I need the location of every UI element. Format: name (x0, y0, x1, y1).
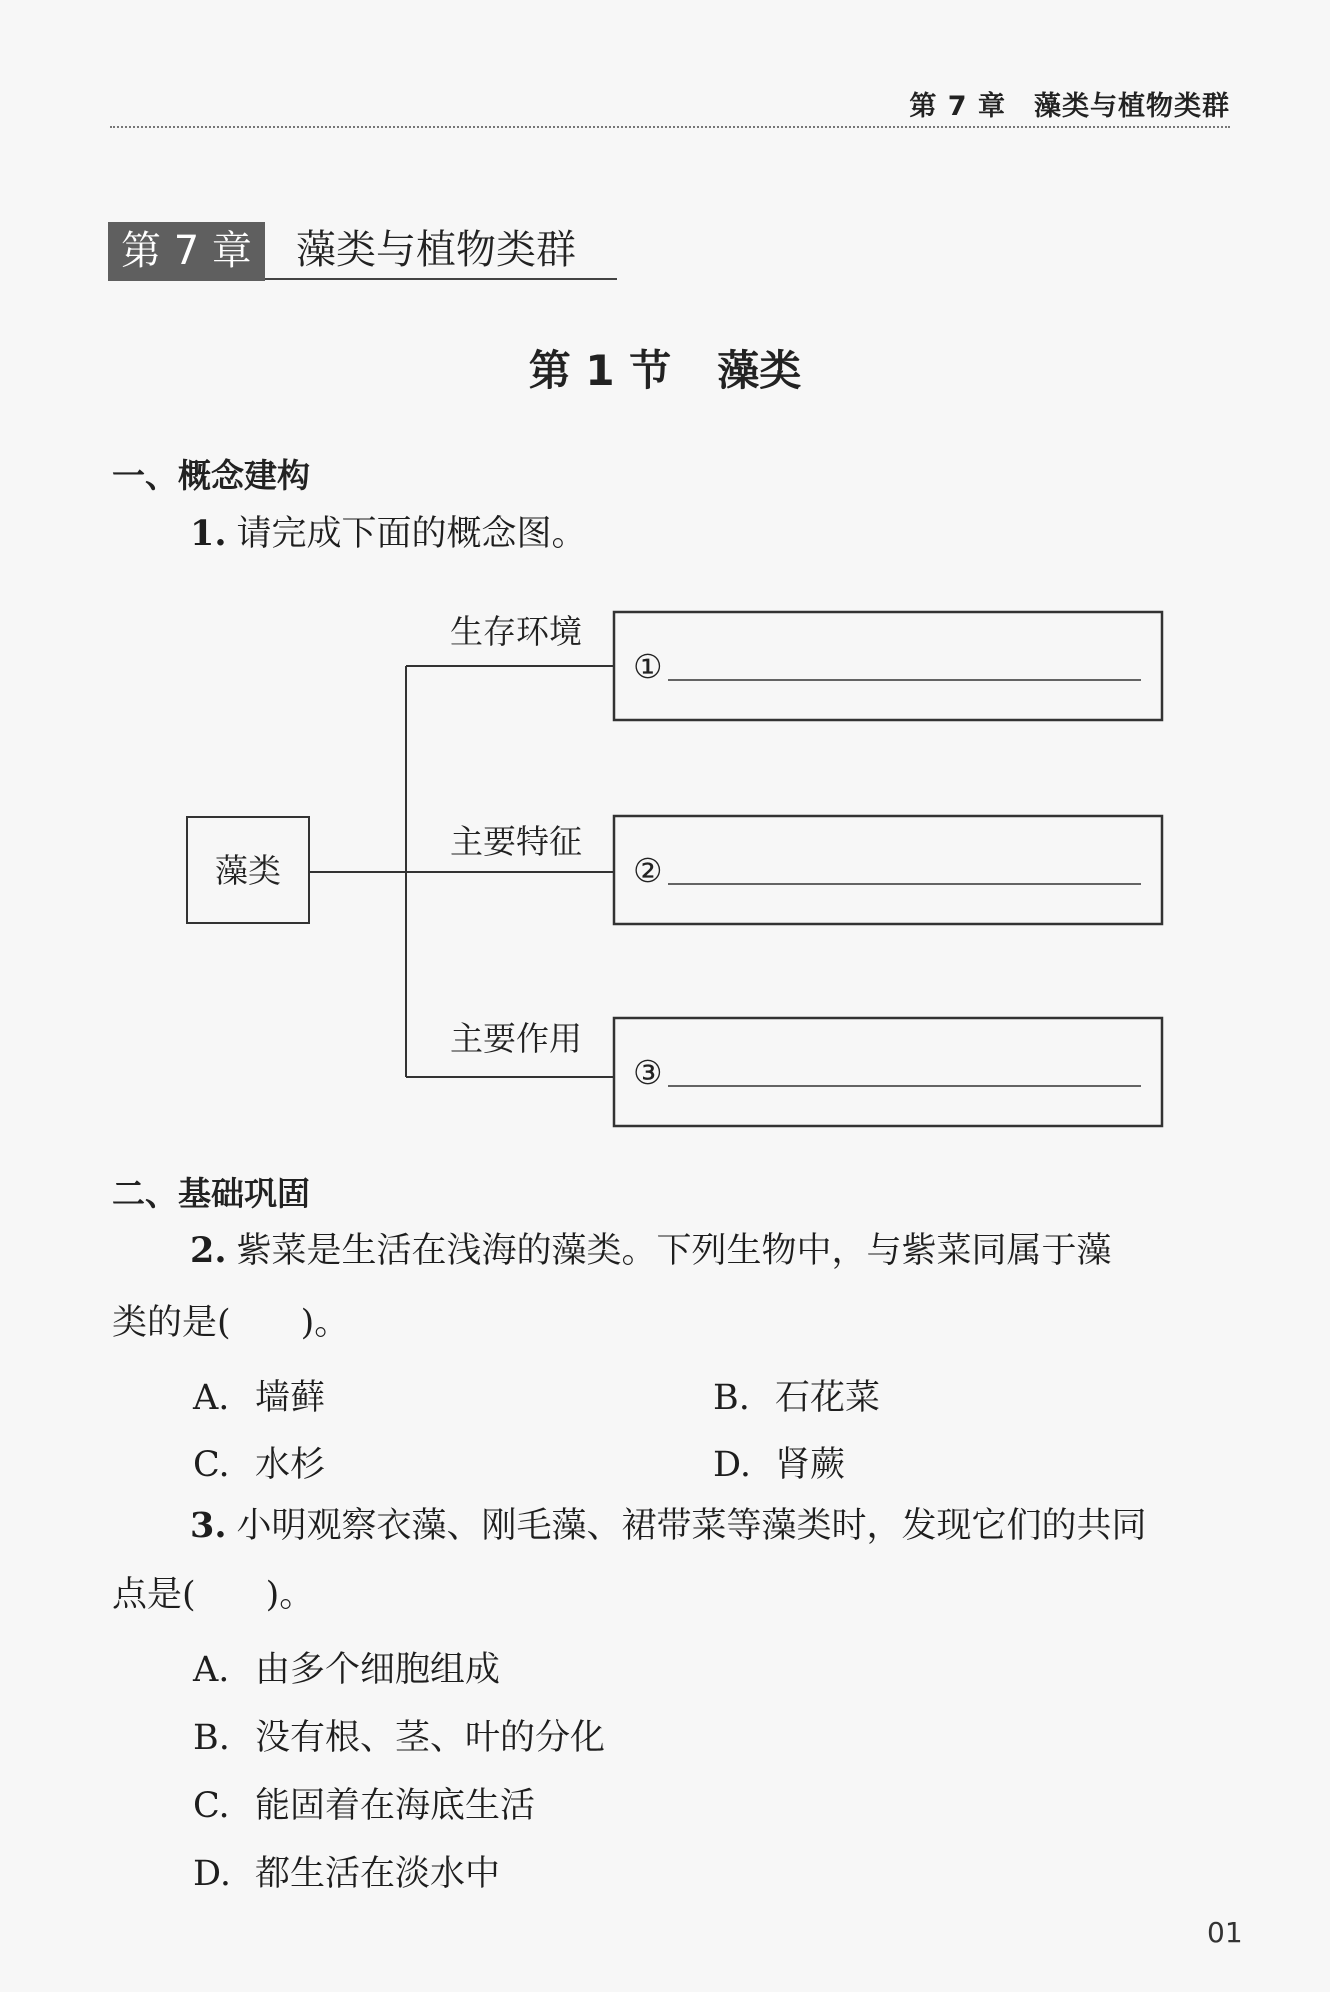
branch-label-uses: 主要作用 (450, 1019, 582, 1058)
option-letter: A. (193, 1378, 230, 1418)
question-3-number: 3. (190, 1505, 227, 1546)
question-2-option-a[interactable] (193, 1370, 325, 1420)
option-text: 没有根、茎、叶的分化 (255, 1718, 606, 1758)
answer-box-3 (614, 1018, 1162, 1126)
question-3-text: 小明观察衣藻、刚毛藻、裙带菜等藻类时，发现它们的共同 (236, 1506, 1147, 1546)
answer-marker-3: ③ (633, 1053, 663, 1092)
question-1-number: 1. (190, 513, 227, 554)
branch-label-environment: 生存环境 (450, 612, 582, 651)
question-3-option-a[interactable] (193, 1642, 500, 1692)
option-text: 由多个细胞组成 (255, 1650, 501, 1690)
question-3-option-c[interactable] (193, 1778, 535, 1828)
option-letter: C. (193, 1786, 230, 1826)
chapter-title: 藻类与植物类群 (296, 227, 576, 273)
running-head-chapter: 第 7 章 (909, 91, 1006, 122)
option-text: 水杉 (255, 1445, 326, 1485)
option-letter: D. (193, 1854, 231, 1894)
question-2-option-c[interactable] (193, 1437, 325, 1487)
part1-heading: 一、概念建构 (112, 456, 310, 495)
option-text: 肾蕨 (775, 1445, 846, 1485)
question-3-option-b[interactable] (193, 1710, 605, 1760)
question-3-option-d[interactable] (193, 1846, 500, 1896)
section-number: 第 1 节 (528, 346, 672, 395)
section-name: 藻类 (717, 346, 802, 395)
answer-marker-1: ① (633, 647, 663, 686)
option-letter: B. (193, 1718, 230, 1758)
option-text: 都生活在淡水中 (255, 1854, 501, 1894)
question-2-text: 紫菜是生活在浅海的藻类。下列生物中，与紫菜同属于藻 (236, 1231, 1112, 1271)
concept-root-label: 藻类 (215, 851, 281, 890)
answer-box-2 (614, 816, 1162, 924)
chapter-badge: 第 7 章 (108, 222, 265, 281)
page-number: 01 (1207, 1916, 1243, 1949)
question-3-line-2: 点是( )。 (112, 1575, 315, 1615)
option-text: 能固着在海底生活 (255, 1786, 536, 1826)
answer-box-1 (614, 612, 1162, 720)
question-1-text: 请完成下面的概念图。 (236, 514, 587, 554)
question-2-number: 2. (190, 1230, 227, 1271)
running-head-title: 藻类与植物类群 (1034, 91, 1230, 122)
part2-heading: 二、基础巩固 (112, 1174, 310, 1213)
question-2-option-b[interactable] (713, 1370, 880, 1420)
branch-label-features: 主要特征 (450, 822, 582, 861)
question-2-line-2: 类的是( )。 (112, 1303, 350, 1343)
option-letter: A. (193, 1650, 230, 1690)
option-text: 墙藓 (255, 1378, 326, 1418)
answer-marker-2: ② (633, 851, 663, 890)
option-letter: D. (713, 1445, 751, 1485)
question-2-line-1 (190, 1229, 1112, 1273)
option-letter: B. (713, 1378, 750, 1418)
option-text: 石花菜 (775, 1378, 881, 1418)
question-3-line-1 (190, 1504, 1147, 1548)
question-2-option-d[interactable] (713, 1437, 845, 1487)
option-letter: C. (193, 1445, 230, 1485)
